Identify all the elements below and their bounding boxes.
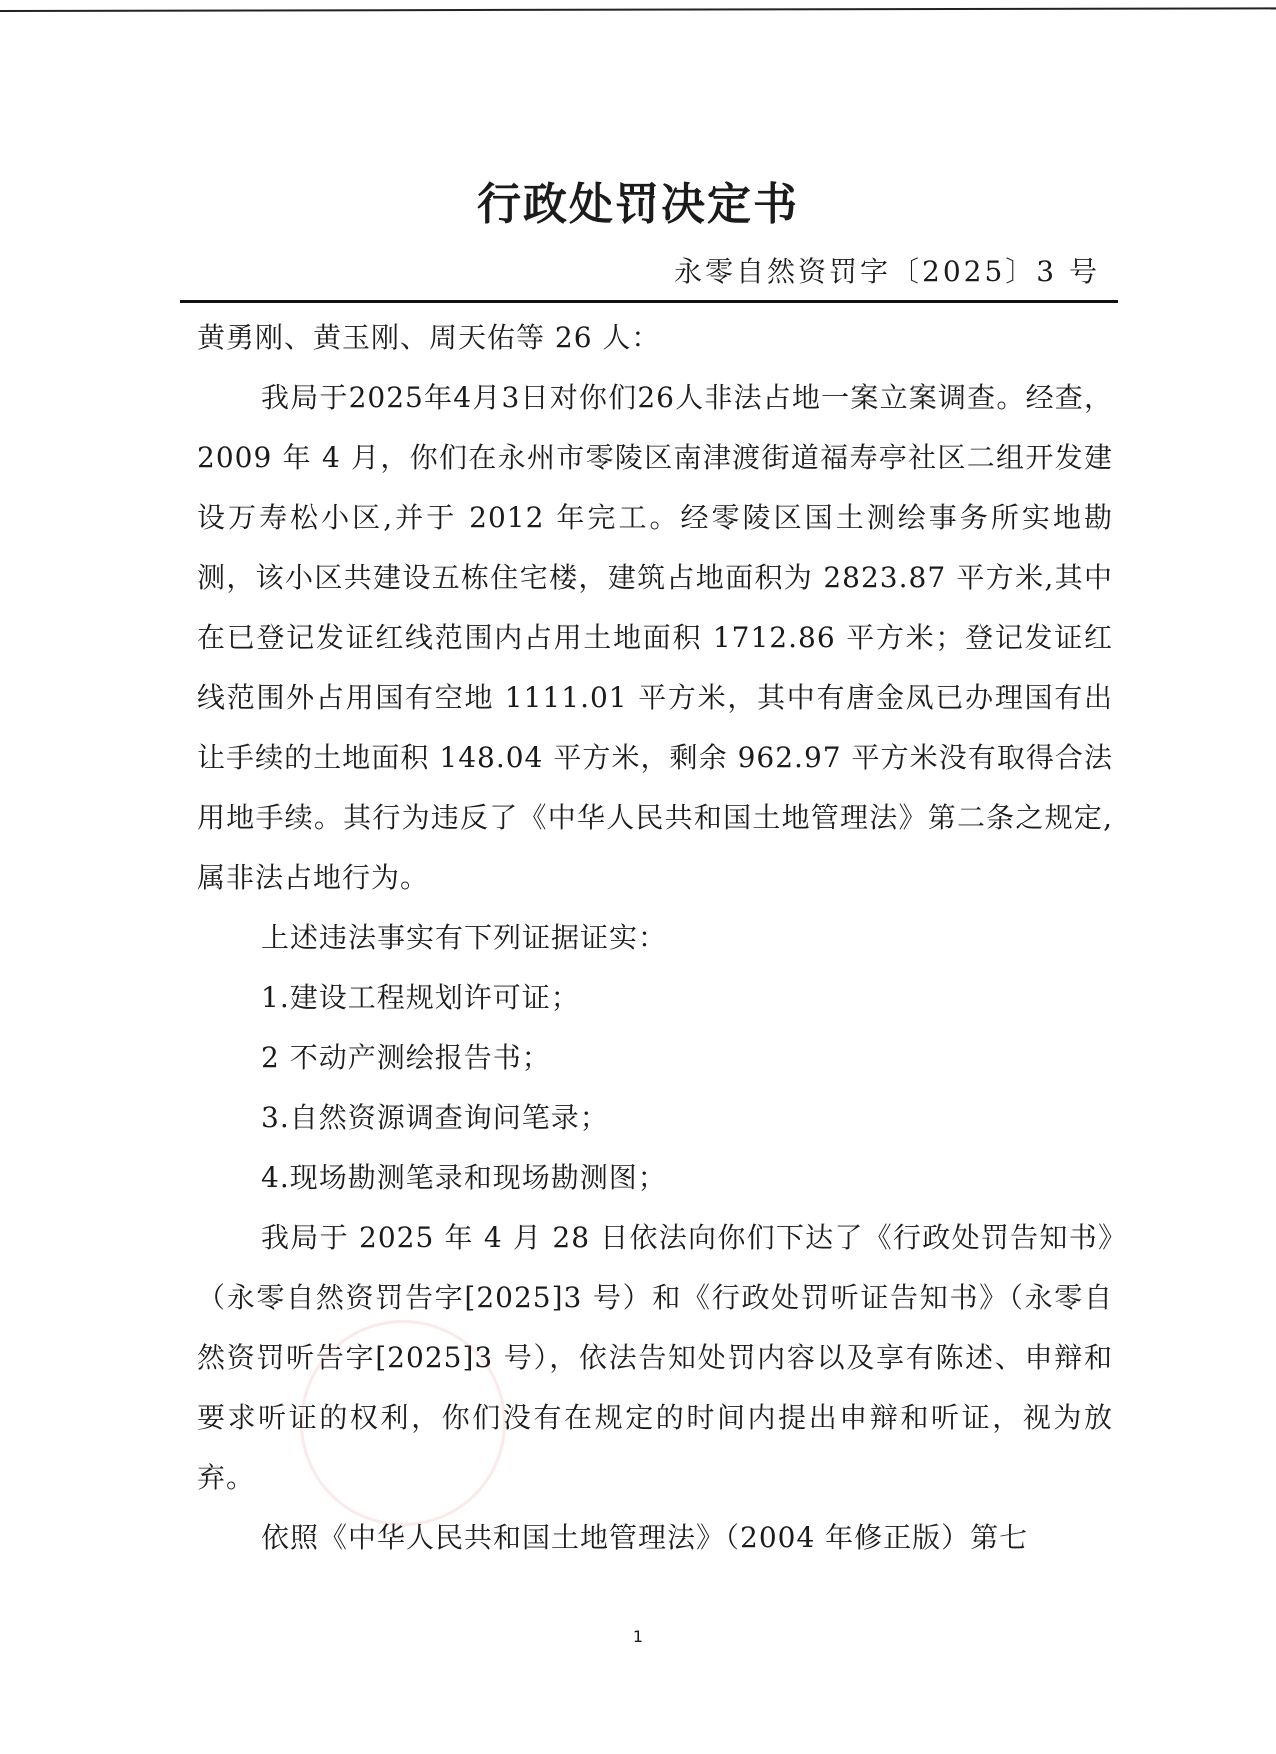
paragraph-legal-basis: 依照《中华人民共和国土地管理法》（2004 年修正版）第七 bbox=[261, 1521, 1029, 1554]
paragraph-evidence-intro: 上述违法事实有下列证据证实： bbox=[261, 921, 668, 954]
evidence-item: 4.现场勘测笔录和现场勘测图； bbox=[261, 1161, 667, 1194]
evidence-item: 2 不动产测绘报告书； bbox=[261, 1041, 551, 1074]
document-title: 行政处罚决定书 bbox=[477, 179, 799, 230]
recipient-line: 黄勇刚、黄玉刚、周天佑等 26 人： bbox=[197, 321, 661, 354]
scan-edge-line bbox=[0, 7, 1276, 12]
evidence-item: 3.自然资源调查询问笔录； bbox=[261, 1101, 609, 1134]
document-number: 永零自然资罚字〔2025〕3 号 bbox=[674, 255, 1100, 288]
faint-seal-stamp bbox=[300, 1320, 506, 1526]
paragraph-facts: 我局于2025年4月3日对你们26人非法占地一案立案调查。经查，2009 年 4 月，你们在永州市零陵区南津渡街道福寿亭社区二组开发建设万寿松小区,并于 2012 年完工。经零陵区国土测绘事务所实地勘测，该小区共建设五栋住宅楼，建筑占地面积为 2823.87 平方米,其中在已登记发证红线范围内占用土地面积 1712.86 平方米；登记发证红线范围外占用国有空地 1111.01 平方米，其中有唐金凤已办理国有出让手续的土地面积 148.04 平方米，剩余 962.97 平方米没有取得合法用地手续。其行为违反了《中华人民共和国土地管理法》第二条之规定,属非法占地行为。 bbox=[197, 381, 1113, 894]
header-divider bbox=[180, 300, 1118, 303]
page-number: 1 bbox=[632, 1627, 644, 1646]
evidence-item: 1.建设工程规划许可证； bbox=[261, 981, 580, 1014]
paragraph-notice: 我局于 2025 年 4 月 28 日依法向你们下达了《行政处罚告知书》（永零自然资罚告字[2025]3 号）和《行政处罚听证告知书》（永零自然资罚听告字[2025]3 号），依法告知处罚内容以及享有陈述、申辩和要求听证的权利，你们没有在规定的时间内提出申辩和听证，视为放弃。 bbox=[197, 1221, 1113, 1494]
